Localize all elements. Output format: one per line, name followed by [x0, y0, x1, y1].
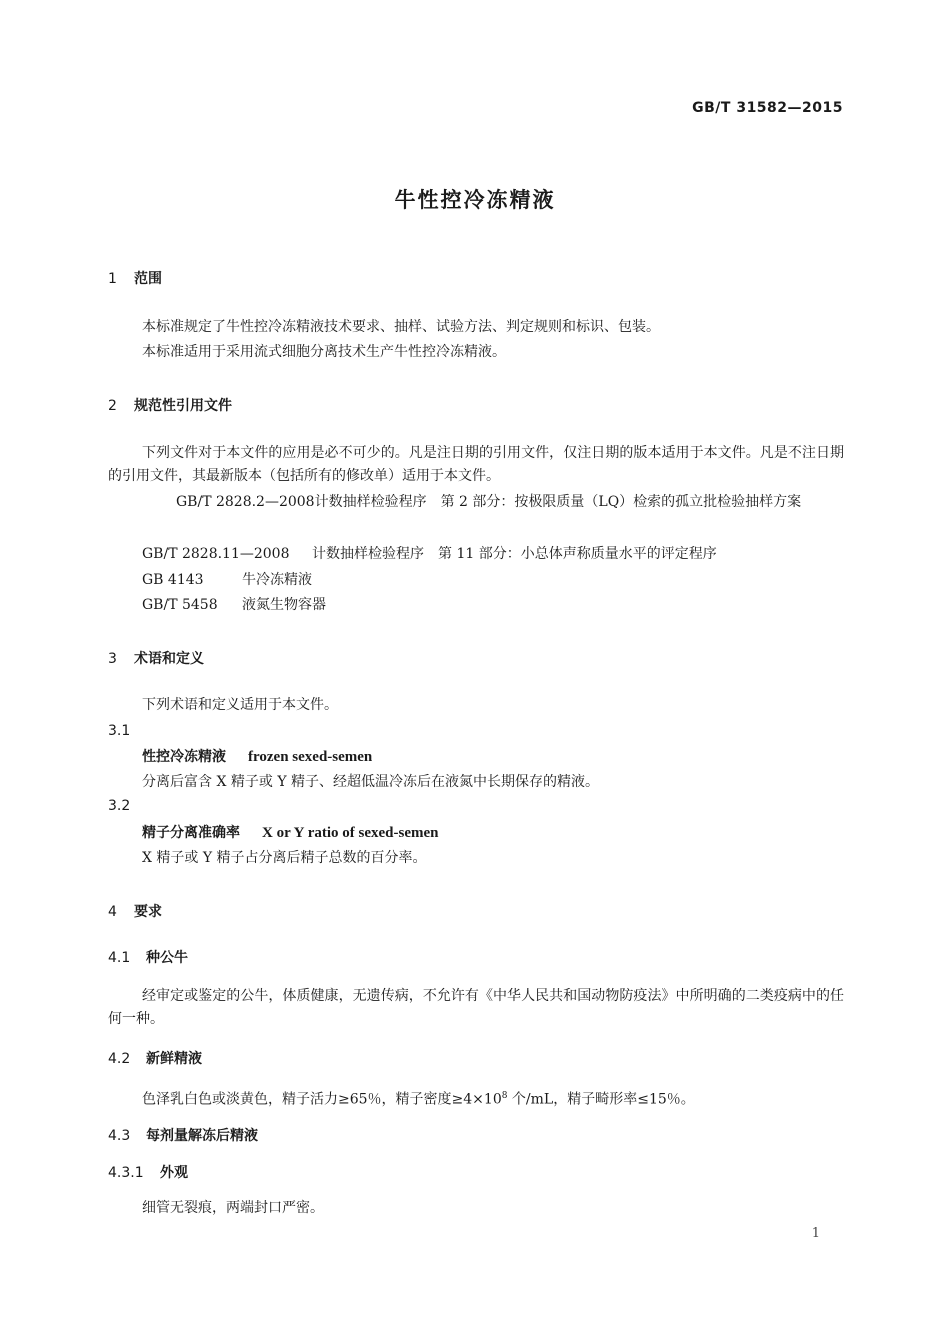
- section-title: 规范性引用文件: [134, 398, 232, 414]
- standard-code: GB/T 31582—2015: [692, 100, 843, 116]
- section-number: 4.1: [108, 950, 131, 966]
- reference-item: [142, 543, 717, 566]
- reference-code: GB/T 2828.11—2008: [142, 546, 290, 562]
- term-english: X or Y ratio of sexed-semen: [262, 825, 439, 841]
- text-run: 个/mL，精子畸形率≤15％。: [507, 1091, 695, 1108]
- paragraph: 下列文件对于本文件的应用是必不可少的。凡是注日期的引用文件，仅注日期的版本适用于本文件。凡是不注日期的引用文件，其最新版本（包括所有的修改单）适用于本文件。: [108, 445, 844, 484]
- section-number: 4.3: [108, 1128, 131, 1144]
- reference-code: GB/T 5458: [142, 597, 218, 613]
- section-number: 3: [108, 651, 117, 667]
- subsection-4-3-heading: [108, 1125, 258, 1145]
- section-4-heading: [108, 901, 162, 921]
- reference-title: 计数抽样检验程序 第 11 部分：小总体声称质量水平的评定程序: [312, 546, 717, 562]
- section-title: 范围: [134, 271, 162, 287]
- term-heading: [142, 746, 372, 766]
- paragraph: 经审定或鉴定的公牛，体质健康，无遗传病，不允许有《中华人民共和国动物防疫法》中所明确的二类疫病中的任何一种。: [108, 988, 844, 1027]
- term-chinese: 精子分离准确率: [142, 825, 240, 841]
- section-title: 外观: [160, 1165, 188, 1181]
- section-title: 术语和定义: [134, 651, 204, 667]
- subsection-4-2-heading: [108, 1048, 202, 1068]
- reference-title: 液氮生物容器: [242, 597, 326, 613]
- section-title: 新鲜精液: [146, 1051, 202, 1067]
- superscript: 8: [501, 1091, 508, 1101]
- page-number: 1: [811, 1226, 820, 1241]
- section-2-heading: [108, 395, 232, 415]
- paragraph: 下列术语和定义适用于本文件。: [142, 697, 338, 713]
- section-number: 4.2: [108, 1051, 131, 1067]
- text-run: 色泽乳白色或淡黄色，精子活力≥65％，精子密度≥4×10: [142, 1091, 502, 1108]
- section-3-heading: [108, 648, 204, 668]
- section-number: 2: [108, 398, 117, 414]
- section-number: 4: [108, 904, 117, 920]
- paragraph: 本标准规定了牛性控冷冻精液技术要求、抽样、试验方法、判定规则和标识、包装。: [142, 319, 660, 335]
- reference-item: [142, 569, 312, 592]
- section-number: 1: [108, 271, 117, 287]
- section-title: 要求: [134, 904, 162, 920]
- reference-title: 牛冷冻精液: [242, 572, 312, 588]
- section-title: 种公牛: [146, 950, 188, 966]
- reference-item: [142, 594, 326, 617]
- reference-code: GB/T 2828.2—2008: [176, 494, 315, 510]
- section-1-heading: [108, 268, 162, 288]
- term-definition: X 精子或 Y 精子占分离后精子总数的百分率。: [142, 850, 427, 866]
- document-title: 牛性控冷冻精液: [394, 188, 556, 212]
- paragraph: [142, 1085, 695, 1112]
- term-heading: [142, 822, 438, 842]
- subsection-4-1-heading: [108, 947, 188, 967]
- subsection-4-3-1-heading: [108, 1162, 188, 1182]
- reference-item: [108, 491, 844, 514]
- paragraph: 本标准适用于采用流式细胞分离技术生产牛性控冷冻精液。: [142, 344, 506, 360]
- term-number: 3.2: [108, 798, 131, 814]
- term-definition: 分离后富含 X 精子或 Y 精子、经超低温冷冻后在液氮中长期保存的精液。: [142, 774, 600, 790]
- term-chinese: 性控冷冻精液: [142, 749, 226, 765]
- term-number: 3.1: [108, 723, 131, 739]
- section-title: 每剂量解冻后精液: [146, 1128, 258, 1144]
- section-number: 4.3.1: [108, 1165, 144, 1181]
- paragraph: 细管无裂痕，两端封口严密。: [142, 1200, 324, 1216]
- reference-code: GB 4143: [142, 572, 204, 588]
- reference-title: 计数抽样检验程序 第 2 部分：按极限质量（LQ）检索的孤立批检验抽样方案: [314, 494, 802, 510]
- term-english: frozen sexed-semen: [248, 749, 373, 765]
